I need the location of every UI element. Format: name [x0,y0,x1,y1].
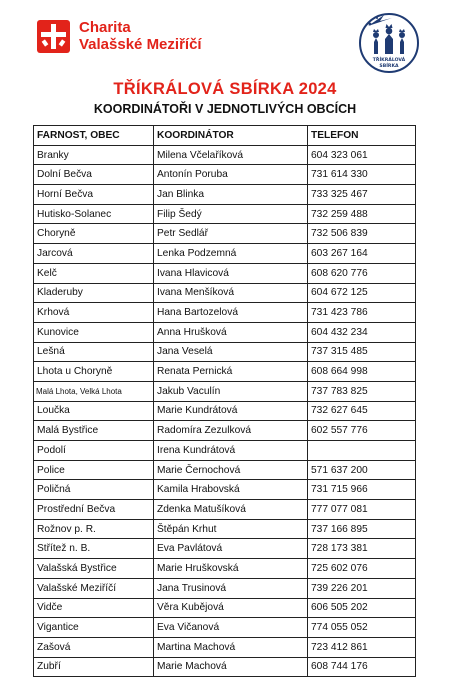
phone-cell: 737 783 825 [308,381,416,401]
phone-cell: 604 323 061 [308,145,416,165]
table-row [34,441,416,461]
parish-cell: Lhota u Choryně [34,362,154,382]
coordinator-cell: Hana Bartozelová [154,303,308,323]
phone-cell: 604 672 125 [308,283,416,303]
phone-cell: 774 055 052 [308,618,416,638]
phone-cell: 602 557 776 [308,421,416,441]
table-row [34,185,416,205]
table-row [34,165,416,185]
phone-cell: 739 226 201 [308,578,416,598]
coordinator-cell: Marie Kundrátová [154,401,308,421]
parish-cell: Branky [34,145,154,165]
org-line-1: Charita [79,19,131,36]
table-row [34,381,416,401]
coordinator-cell: Jana Veselá [154,342,308,362]
coordinator-cell: Jan Blinka [154,185,308,205]
coordinator-cell: Anna Hrušková [154,322,308,342]
phone-cell: 603 267 164 [308,244,416,264]
parish-cell: Police [34,460,154,480]
parish-cell: Vigantice [34,618,154,638]
coordinator-cell: Eva Pavlátová [154,539,308,559]
table-row [34,637,416,657]
trikralova-sbirka-seal-icon [358,12,420,74]
phone-cell: 571 637 200 [308,460,416,480]
parish-cell: Lešná [34,342,154,362]
table-row [34,480,416,500]
coordinator-cell: Marie Machová [154,657,308,677]
parish-cell: Střítež n. B. [34,539,154,559]
table-row [34,244,416,264]
phone-cell: 731 614 330 [308,165,416,185]
coordinator-cell: Milena Včelaříková [154,145,308,165]
parish-cell: Krhová [34,303,154,323]
phone-cell: 737 166 895 [308,519,416,539]
coordinator-cell: Štěpán Krhut [154,519,308,539]
phone-cell [308,441,416,461]
coordinator-cell: Eva Vičanová [154,618,308,638]
column-header-parish: FARNOST, OBEC [34,126,154,146]
phone-cell: 732 259 488 [308,204,416,224]
parish-cell: Hutisko-Solanec [34,204,154,224]
table-row [34,283,416,303]
coordinator-cell: Ivana Menšíková [154,283,308,303]
table-row [34,401,416,421]
table-row [34,460,416,480]
phone-cell: 777 077 081 [308,500,416,520]
parish-cell: Horní Bečva [34,185,154,205]
parish-cell: Choryně [34,224,154,244]
phone-cell: 723 412 861 [308,637,416,657]
coordinator-cell: Zdenka Matušíková [154,500,308,520]
table-row [34,618,416,638]
coordinator-cell: Ivana Hlavicová [154,263,308,283]
parish-cell: Kelč [34,263,154,283]
phone-cell: 732 627 645 [308,401,416,421]
phone-cell: 732 506 839 [308,224,416,244]
table-row [34,578,416,598]
coordinator-cell: Radomíra Zezulková [154,421,308,441]
table-row [34,500,416,520]
coordinator-cell: Jana Trusinová [154,578,308,598]
coordinators-table [33,125,416,677]
coordinator-cell: Marie Hruškovská [154,559,308,579]
organization-name [79,19,202,53]
table-row [34,519,416,539]
page-subtitle: KOORDINÁTOŘI V JEDNOTLIVÝCH OBCÍCH [93,102,357,116]
phone-cell: 731 715 966 [308,480,416,500]
parish-cell: Kladeruby [34,283,154,303]
org-line-2: Valašské Meziříčí [79,36,202,53]
parish-cell: Zašová [34,637,154,657]
column-header-phone: TELEFON [308,126,416,146]
seal-text-line-2: SBÍRKA [379,64,399,69]
phone-cell: 725 602 076 [308,559,416,579]
table-row [34,342,416,362]
coordinator-cell: Kamila Hrabovská [154,480,308,500]
phone-cell: 606 505 202 [308,598,416,618]
coordinator-cell: Jakub Vaculín [154,381,308,401]
coordinator-cell: Martina Machová [154,637,308,657]
table-row [34,145,416,165]
coordinator-cell: Irena Kundrátová [154,441,308,461]
parish-cell: Malá Bystřice [34,421,154,441]
table-row [34,421,416,441]
parish-cell: Dolní Bečva [34,165,154,185]
parish-cell: Prostřední Bečva [34,500,154,520]
parish-cell: Podolí [34,441,154,461]
phone-cell: 608 620 776 [308,263,416,283]
coordinator-cell: Filip Šedý [154,204,308,224]
coordinator-cell: Věra Kubějová [154,598,308,618]
phone-cell: 733 325 467 [308,185,416,205]
parish-cell: Valašská Bystřice [34,559,154,579]
phone-cell: 731 423 786 [308,303,416,323]
parish-cell: Zubří [34,657,154,677]
coordinator-cell: Petr Sedlář [154,224,308,244]
phone-cell: 728 173 381 [308,539,416,559]
table-row [34,539,416,559]
parish-cell: Valašské Meziříčí [34,578,154,598]
table-row [34,362,416,382]
table-row [34,657,416,677]
table-row [34,303,416,323]
seal-text-line-1: TŘÍKRÁLOVÁ [372,58,406,63]
parish-cell: Poličná [34,480,154,500]
table-row [34,224,416,244]
table-row [34,322,416,342]
table-header-row [34,126,416,146]
table-row [34,559,416,579]
parish-cell: Kunovice [34,322,154,342]
charita-cross-logo [37,20,70,53]
page-title: TŘÍKRÁLOVÁ SBÍRKA 2024 [113,80,337,98]
column-header-coordinator: KOORDINÁTOR [154,126,308,146]
table-row [34,598,416,618]
phone-cell: 608 664 998 [308,362,416,382]
table-row [34,204,416,224]
coordinator-cell: Lenka Podzemná [154,244,308,264]
parish-cell: Malá Lhota, Velká Lhota [34,381,154,401]
parish-cell: Loučka [34,401,154,421]
phone-cell: 608 744 176 [308,657,416,677]
parish-cell: Jarcová [34,244,154,264]
phone-cell: 737 315 485 [308,342,416,362]
phone-cell: 604 432 234 [308,322,416,342]
parish-cell: Vidče [34,598,154,618]
table-row [34,263,416,283]
parish-cell: Rožnov p. R. [34,519,154,539]
coordinator-cell: Renata Pernická [154,362,308,382]
coordinator-cell: Marie Černochová [154,460,308,480]
coordinator-cell: Antonín Poruba [154,165,308,185]
